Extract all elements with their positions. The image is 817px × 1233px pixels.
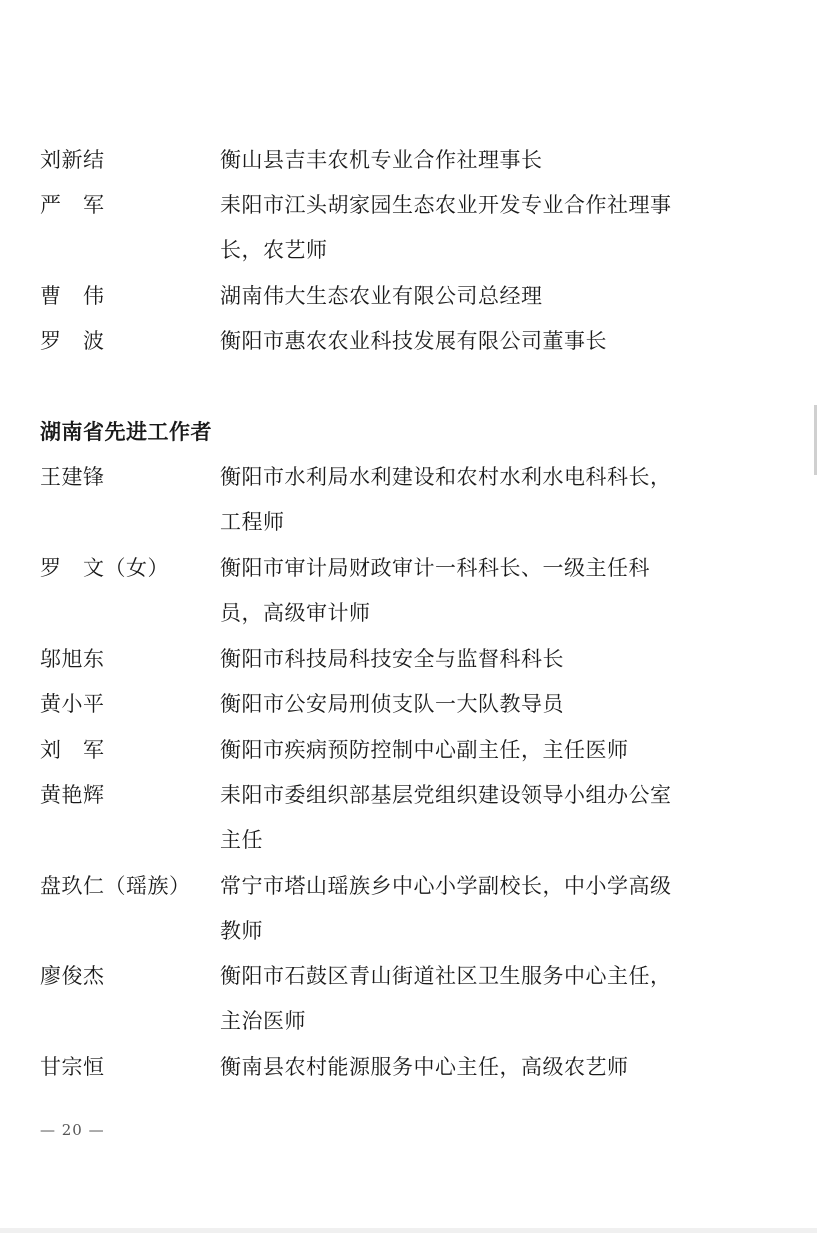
section-title: 湖南省先进工作者 <box>40 420 212 444</box>
person-name: 王建锋 <box>40 465 105 489</box>
person-name: 廖俊杰 <box>40 964 105 988</box>
person-name: 罗 波 <box>40 329 105 353</box>
person-name: 黄艳辉 <box>40 783 105 807</box>
person-name: 邬旭东 <box>40 647 105 671</box>
person-title: 耒阳市委组织部基层党组织建设领导小组办公室 主任 <box>220 783 672 852</box>
person-title: 衡阳市公安局刑侦支队一大队教导员 <box>220 692 564 716</box>
person-name: 盘玖仁（瑶族） <box>40 874 191 898</box>
person-name: 刘新结 <box>40 148 105 172</box>
person-title: 衡阳市石鼓区青山街道社区卫生服务中心主任， 主治医师 <box>220 964 672 1033</box>
person-title: 湖南伟大生态农业有限公司总经理 <box>220 284 543 308</box>
person-title: 衡阳市惠农农业科技发展有限公司董事长 <box>220 329 607 353</box>
person-name: 曹 伟 <box>40 284 105 308</box>
person-title: 衡山县吉丰农机专业合作社理事长 <box>220 148 543 172</box>
bottom-divider <box>0 1228 817 1233</box>
person-title: 衡阳市水利局水利建设和农村水利水电科科长， 工程师 <box>220 465 672 534</box>
person-name: 甘宗恒 <box>40 1055 105 1079</box>
person-title: 衡阳市疾病预防控制中心副主任，主任医师 <box>220 738 629 762</box>
person-title: 耒阳市江头胡家园生态农业开发专业合作社理事 长，农艺师 <box>220 193 672 262</box>
person-name: 黄小平 <box>40 692 105 716</box>
person-name: 刘 军 <box>40 738 105 762</box>
person-title: 衡阳市审计局财政审计一科科长、一级主任科 员，高级审计师 <box>220 556 650 625</box>
page-number: — 20 — <box>40 1121 105 1139</box>
person-title: 常宁市塔山瑶族乡中心小学副校长，中小学高级 教师 <box>220 874 672 943</box>
person-title: 衡阳市科技局科技安全与监督科科长 <box>220 647 564 671</box>
person-title: 衡南县农村能源服务中心主任，高级农艺师 <box>220 1055 629 1079</box>
person-name: 罗 文（女） <box>40 556 169 580</box>
person-name: 严 军 <box>40 193 105 217</box>
